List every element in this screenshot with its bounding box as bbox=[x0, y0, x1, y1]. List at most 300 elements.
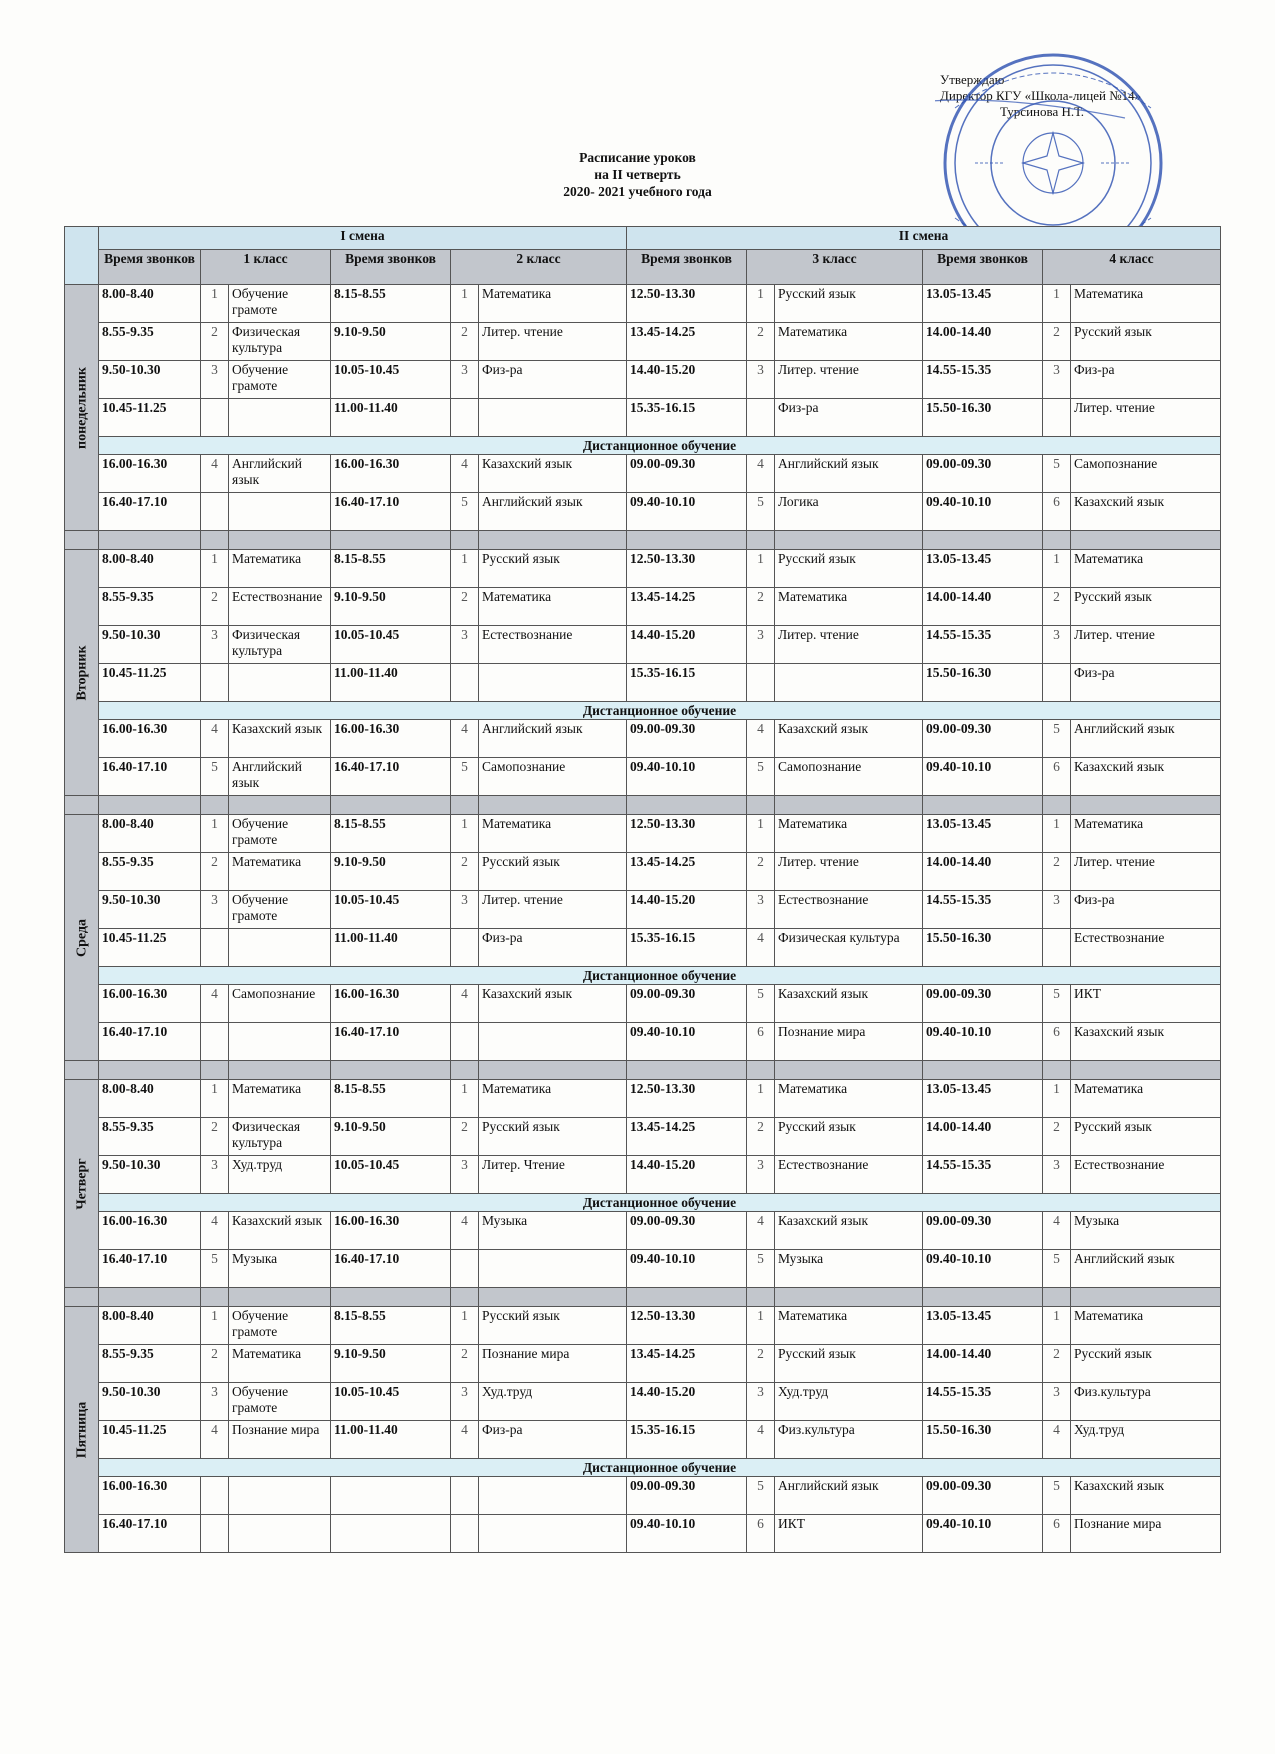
time-3: 13.45-14.25 bbox=[627, 1118, 747, 1156]
day-cell bbox=[65, 1307, 99, 1553]
day-label: Пятница bbox=[73, 1401, 89, 1458]
separator-cell bbox=[627, 1061, 747, 1080]
lesson-num-3: 3 bbox=[747, 1156, 775, 1194]
separator-cell bbox=[747, 1288, 775, 1307]
separator-cell bbox=[627, 1288, 747, 1307]
day-cell bbox=[65, 815, 99, 1061]
time-3: 15.35-16.15 bbox=[627, 664, 747, 702]
time-1: 16.00-16.30 bbox=[99, 985, 201, 1023]
time-3: 15.35-16.15 bbox=[627, 1421, 747, 1459]
time-2: 10.05-10.45 bbox=[331, 1383, 451, 1421]
time-1: 8.00-8.40 bbox=[99, 815, 201, 853]
time-2: 8.15-8.55 bbox=[331, 1080, 451, 1118]
lesson-num-2: 4 bbox=[451, 455, 479, 493]
lesson-num-3: 4 bbox=[747, 455, 775, 493]
day-label: Вторник bbox=[73, 644, 89, 701]
time-1: 16.00-16.30 bbox=[99, 720, 201, 758]
title-line-3: 2020- 2021 учебного года bbox=[563, 184, 712, 199]
time-3: 09.00-09.30 bbox=[627, 1212, 747, 1250]
subject-3 bbox=[775, 664, 923, 702]
lesson-row bbox=[65, 985, 1221, 1023]
separator-cell bbox=[451, 1288, 479, 1307]
subject-2: Русский язык bbox=[479, 1307, 627, 1345]
lesson-row bbox=[65, 758, 1221, 796]
subject-1: Физическая культура bbox=[229, 626, 331, 664]
subject-2: Казахский язык bbox=[479, 985, 627, 1023]
subject-2: Физ-ра bbox=[479, 361, 627, 399]
lesson-num-3: 1 bbox=[747, 1307, 775, 1345]
time-3: 09.00-09.30 bbox=[627, 455, 747, 493]
separator-cell bbox=[923, 796, 1043, 815]
title-line-2: на II четверть bbox=[594, 167, 681, 182]
subject-3: Самопознание bbox=[775, 758, 923, 796]
separator-cell bbox=[99, 1288, 201, 1307]
separator-cell bbox=[451, 1061, 479, 1080]
separator-cell bbox=[479, 531, 627, 550]
time-4: 15.50-16.30 bbox=[923, 929, 1043, 967]
lesson-num-2: 1 bbox=[451, 815, 479, 853]
separator-cell bbox=[923, 1288, 1043, 1307]
subject-1: Обучение грамоте bbox=[229, 815, 331, 853]
separator-cell bbox=[229, 1288, 331, 1307]
lesson-num-3 bbox=[747, 664, 775, 702]
time-3: 12.50-13.30 bbox=[627, 285, 747, 323]
lesson-num-2: 2 bbox=[451, 1118, 479, 1156]
time-3: 13.45-14.25 bbox=[627, 588, 747, 626]
separator-cell bbox=[65, 531, 99, 550]
subject-2: Физ-ра bbox=[479, 1421, 627, 1459]
lesson-row bbox=[65, 1023, 1221, 1061]
subject-2: Русский язык bbox=[479, 853, 627, 891]
subject-1: Обучение грамоте bbox=[229, 361, 331, 399]
subject-2 bbox=[479, 664, 627, 702]
day-separator-row bbox=[65, 1288, 1221, 1307]
subject-2: Английский язык bbox=[479, 720, 627, 758]
separator-cell bbox=[201, 1061, 229, 1080]
time-4: 14.00-14.40 bbox=[923, 853, 1043, 891]
lesson-num-2: 1 bbox=[451, 1307, 479, 1345]
lesson-num-2: 3 bbox=[451, 891, 479, 929]
subject-1 bbox=[229, 399, 331, 437]
subject-2: Худ.труд bbox=[479, 1383, 627, 1421]
lesson-num-1: 2 bbox=[201, 1118, 229, 1156]
subject-2: Литер. чтение bbox=[479, 323, 627, 361]
time-4: 14.55-15.35 bbox=[923, 626, 1043, 664]
lesson-row bbox=[65, 1156, 1221, 1194]
lesson-num-4: 1 bbox=[1043, 1307, 1071, 1345]
time-2: 16.40-17.10 bbox=[331, 758, 451, 796]
lesson-num-3: 2 bbox=[747, 1118, 775, 1156]
schedule-table bbox=[64, 226, 1221, 1553]
time-4: 09.00-09.30 bbox=[923, 985, 1043, 1023]
corner-cell bbox=[65, 227, 99, 285]
time-4: 14.55-15.35 bbox=[923, 1383, 1043, 1421]
separator-cell bbox=[1043, 1288, 1071, 1307]
subject-1: Естествознание bbox=[229, 588, 331, 626]
subject-3: Худ.труд bbox=[775, 1383, 923, 1421]
column-header-row bbox=[65, 250, 1221, 285]
lesson-num-4: 4 bbox=[1043, 1212, 1071, 1250]
lesson-row bbox=[65, 1383, 1221, 1421]
subject-3: Казахский язык bbox=[775, 985, 923, 1023]
subject-1 bbox=[229, 1515, 331, 1553]
subject-4: Казахский язык bbox=[1071, 493, 1221, 531]
time-3: 14.40-15.20 bbox=[627, 361, 747, 399]
subject-3: ИКТ bbox=[775, 1515, 923, 1553]
separator-cell bbox=[331, 796, 451, 815]
separator-cell bbox=[201, 531, 229, 550]
time-4: 09.40-10.10 bbox=[923, 1515, 1043, 1553]
distance-learning-label: Дистанционное обучение bbox=[99, 702, 1221, 720]
distance-learning-label: Дистанционное обучение bbox=[99, 967, 1221, 985]
subject-4: Музыка bbox=[1071, 1212, 1221, 1250]
lesson-num-1: 1 bbox=[201, 285, 229, 323]
subject-2: Русский язык bbox=[479, 550, 627, 588]
lesson-row bbox=[65, 1250, 1221, 1288]
lesson-num-4: 5 bbox=[1043, 455, 1071, 493]
time-1: 8.55-9.35 bbox=[99, 588, 201, 626]
lesson-row bbox=[65, 891, 1221, 929]
lesson-row bbox=[65, 1307, 1221, 1345]
lesson-num-1: 5 bbox=[201, 758, 229, 796]
time-1: 16.40-17.10 bbox=[99, 1023, 201, 1061]
separator-cell bbox=[775, 531, 923, 550]
separator-cell bbox=[99, 796, 201, 815]
time-2 bbox=[331, 1477, 451, 1515]
lesson-num-3: 3 bbox=[747, 626, 775, 664]
time-1: 10.45-11.25 bbox=[99, 929, 201, 967]
lesson-num-4: 2 bbox=[1043, 588, 1071, 626]
subject-3: Математика bbox=[775, 815, 923, 853]
lesson-num-3: 3 bbox=[747, 361, 775, 399]
shift-header-row bbox=[65, 227, 1221, 250]
time-2: 8.15-8.55 bbox=[331, 550, 451, 588]
subject-3: Казахский язык bbox=[775, 720, 923, 758]
approval-line-3: Турсинова Н.Т. bbox=[1000, 104, 1084, 119]
time-4: 09.40-10.10 bbox=[923, 1023, 1043, 1061]
time-3: 09.00-09.30 bbox=[627, 720, 747, 758]
lesson-num-4: 6 bbox=[1043, 758, 1071, 796]
subject-4: Русский язык bbox=[1071, 588, 1221, 626]
lesson-num-4: 1 bbox=[1043, 285, 1071, 323]
time-1: 10.45-11.25 bbox=[99, 399, 201, 437]
subject-4: Английский язык bbox=[1071, 1250, 1221, 1288]
subject-1: Худ.труд bbox=[229, 1156, 331, 1194]
time-2: 10.05-10.45 bbox=[331, 1156, 451, 1194]
lesson-num-2: 3 bbox=[451, 1383, 479, 1421]
separator-cell bbox=[451, 531, 479, 550]
subject-2: Английский язык bbox=[479, 493, 627, 531]
lesson-num-3: 4 bbox=[747, 1212, 775, 1250]
lesson-num-1 bbox=[201, 929, 229, 967]
time-1: 9.50-10.30 bbox=[99, 626, 201, 664]
subject-2: Математика bbox=[479, 588, 627, 626]
lesson-num-3: 1 bbox=[747, 1080, 775, 1118]
lesson-num-1: 5 bbox=[201, 1250, 229, 1288]
time-1: 9.50-10.30 bbox=[99, 891, 201, 929]
separator-cell bbox=[1071, 1288, 1221, 1307]
subject-1: Математика bbox=[229, 853, 331, 891]
subject-3: Физ.культура bbox=[775, 1421, 923, 1459]
time-1: 8.00-8.40 bbox=[99, 1080, 201, 1118]
time-3: 12.50-13.30 bbox=[627, 1080, 747, 1118]
time-2: 8.15-8.55 bbox=[331, 285, 451, 323]
lesson-num-4 bbox=[1043, 664, 1071, 702]
lesson-num-3: 2 bbox=[747, 853, 775, 891]
time-1: 10.45-11.25 bbox=[99, 664, 201, 702]
subject-3: Математика bbox=[775, 1080, 923, 1118]
time-1: 8.00-8.40 bbox=[99, 285, 201, 323]
subject-1: Познание мира bbox=[229, 1421, 331, 1459]
separator-cell bbox=[1071, 796, 1221, 815]
time-1: 16.40-17.10 bbox=[99, 1250, 201, 1288]
subject-4: Математика bbox=[1071, 1307, 1221, 1345]
lesson-num-2: 5 bbox=[451, 493, 479, 531]
time-2: 16.40-17.10 bbox=[331, 1250, 451, 1288]
time-3: 12.50-13.30 bbox=[627, 1307, 747, 1345]
time-2: 10.05-10.45 bbox=[331, 626, 451, 664]
day-label: Четверг bbox=[73, 1157, 89, 1210]
time-4: 14.00-14.40 bbox=[923, 1345, 1043, 1383]
separator-cell bbox=[229, 796, 331, 815]
subject-1: Казахский язык bbox=[229, 720, 331, 758]
lesson-num-2: 2 bbox=[451, 588, 479, 626]
lesson-num-1: 3 bbox=[201, 626, 229, 664]
time-2: 9.10-9.50 bbox=[331, 588, 451, 626]
subject-1: Казахский язык bbox=[229, 1212, 331, 1250]
subject-4: Русский язык bbox=[1071, 323, 1221, 361]
subject-3: Английский язык bbox=[775, 1477, 923, 1515]
lesson-num-3: 1 bbox=[747, 550, 775, 588]
lesson-num-3: 4 bbox=[747, 720, 775, 758]
subject-3: Литер. чтение bbox=[775, 361, 923, 399]
lesson-num-2: 2 bbox=[451, 323, 479, 361]
subject-1: Математика bbox=[229, 1080, 331, 1118]
time-2: 8.15-8.55 bbox=[331, 815, 451, 853]
time-4: 09.00-09.30 bbox=[923, 1212, 1043, 1250]
time-2: 9.10-9.50 bbox=[331, 323, 451, 361]
time-1: 8.55-9.35 bbox=[99, 853, 201, 891]
subject-2 bbox=[479, 1477, 627, 1515]
distance-learning-row bbox=[65, 1194, 1221, 1212]
time-1: 8.00-8.40 bbox=[99, 1307, 201, 1345]
time-header: Время звонков bbox=[331, 250, 451, 285]
subject-1: Математика bbox=[229, 550, 331, 588]
lesson-num-4: 4 bbox=[1043, 1421, 1071, 1459]
lesson-num-1: 2 bbox=[201, 853, 229, 891]
lesson-num-4: 6 bbox=[1043, 1515, 1071, 1553]
lesson-num-3: 5 bbox=[747, 1477, 775, 1515]
subject-3: Естествознание bbox=[775, 891, 923, 929]
time-2: 10.05-10.45 bbox=[331, 891, 451, 929]
time-4: 13.05-13.45 bbox=[923, 1080, 1043, 1118]
subject-1 bbox=[229, 929, 331, 967]
subject-4: Худ.труд bbox=[1071, 1421, 1221, 1459]
lesson-num-3: 6 bbox=[747, 1515, 775, 1553]
subject-2: Познание мира bbox=[479, 1345, 627, 1383]
lesson-num-2: 5 bbox=[451, 758, 479, 796]
subject-1: Обучение грамоте bbox=[229, 891, 331, 929]
subject-4: Казахский язык bbox=[1071, 758, 1221, 796]
lesson-num-4: 1 bbox=[1043, 815, 1071, 853]
time-4: 14.55-15.35 bbox=[923, 1156, 1043, 1194]
separator-cell bbox=[775, 1288, 923, 1307]
subject-3: Русский язык bbox=[775, 1345, 923, 1383]
time-2: 16.00-16.30 bbox=[331, 720, 451, 758]
lesson-num-1 bbox=[201, 1515, 229, 1553]
lesson-num-3 bbox=[747, 399, 775, 437]
lesson-row bbox=[65, 323, 1221, 361]
subject-2: Русский язык bbox=[479, 1118, 627, 1156]
lesson-num-3: 5 bbox=[747, 985, 775, 1023]
subject-1 bbox=[229, 493, 331, 531]
day-label: Среда bbox=[73, 918, 89, 957]
separator-cell bbox=[201, 1288, 229, 1307]
time-3: 14.40-15.20 bbox=[627, 1383, 747, 1421]
lesson-num-1: 3 bbox=[201, 1156, 229, 1194]
lesson-num-2: 1 bbox=[451, 550, 479, 588]
subject-1: Математика bbox=[229, 1345, 331, 1383]
time-1: 16.40-17.10 bbox=[99, 758, 201, 796]
lesson-num-3: 6 bbox=[747, 1023, 775, 1061]
separator-cell bbox=[1043, 1061, 1071, 1080]
separator-cell bbox=[1071, 531, 1221, 550]
subject-2 bbox=[479, 1023, 627, 1061]
separator-cell bbox=[1043, 531, 1071, 550]
lesson-row bbox=[65, 455, 1221, 493]
time-3: 09.40-10.10 bbox=[627, 1023, 747, 1061]
lesson-num-3: 1 bbox=[747, 285, 775, 323]
lesson-num-2: 4 bbox=[451, 1212, 479, 1250]
time-3: 12.50-13.30 bbox=[627, 815, 747, 853]
subject-2: Физ-ра bbox=[479, 929, 627, 967]
subject-3: Математика bbox=[775, 1307, 923, 1345]
separator-cell bbox=[479, 1288, 627, 1307]
lesson-num-3: 1 bbox=[747, 815, 775, 853]
shift-2-header: II смена bbox=[627, 227, 1221, 250]
distance-learning-label: Дистанционное обучение bbox=[99, 1194, 1221, 1212]
time-4: 09.40-10.10 bbox=[923, 1250, 1043, 1288]
lesson-num-4: 6 bbox=[1043, 1023, 1071, 1061]
subject-4: Физ-ра bbox=[1071, 361, 1221, 399]
time-2: 16.40-17.10 bbox=[331, 1023, 451, 1061]
lesson-num-1 bbox=[201, 664, 229, 702]
subject-3: Физ-ра bbox=[775, 399, 923, 437]
time-2: 16.00-16.30 bbox=[331, 455, 451, 493]
separator-cell bbox=[65, 1288, 99, 1307]
lesson-num-4: 2 bbox=[1043, 1345, 1071, 1383]
day-cell bbox=[65, 285, 99, 531]
lesson-num-4: 5 bbox=[1043, 1250, 1071, 1288]
lesson-row bbox=[65, 626, 1221, 664]
time-4: 13.05-13.45 bbox=[923, 1307, 1043, 1345]
lesson-num-3: 5 bbox=[747, 493, 775, 531]
lesson-num-2 bbox=[451, 929, 479, 967]
subject-1 bbox=[229, 664, 331, 702]
lesson-num-2: 2 bbox=[451, 1345, 479, 1383]
separator-cell bbox=[923, 531, 1043, 550]
time-3: 14.40-15.20 bbox=[627, 1156, 747, 1194]
lesson-num-1 bbox=[201, 399, 229, 437]
subject-1: Обучение грамоте bbox=[229, 1307, 331, 1345]
distance-learning-row bbox=[65, 967, 1221, 985]
grade-2-header: 2 класс bbox=[451, 250, 627, 285]
separator-cell bbox=[627, 531, 747, 550]
subject-2: Математика bbox=[479, 1080, 627, 1118]
lesson-num-1: 3 bbox=[201, 1383, 229, 1421]
time-3: 15.35-16.15 bbox=[627, 929, 747, 967]
time-2: 9.10-9.50 bbox=[331, 853, 451, 891]
lesson-num-2: 4 bbox=[451, 985, 479, 1023]
subject-4: Литер. чтение bbox=[1071, 626, 1221, 664]
time-3: 13.45-14.25 bbox=[627, 323, 747, 361]
lesson-num-2: 4 bbox=[451, 1421, 479, 1459]
lesson-row bbox=[65, 550, 1221, 588]
time-1: 8.55-9.35 bbox=[99, 323, 201, 361]
subject-1: Физическая культура bbox=[229, 323, 331, 361]
time-4: 09.00-09.30 bbox=[923, 720, 1043, 758]
lesson-row bbox=[65, 1515, 1221, 1553]
time-1: 8.55-9.35 bbox=[99, 1118, 201, 1156]
lesson-row bbox=[65, 664, 1221, 702]
separator-cell bbox=[479, 796, 627, 815]
separator-cell bbox=[229, 531, 331, 550]
separator-cell bbox=[331, 531, 451, 550]
time-4: 09.00-09.30 bbox=[923, 1477, 1043, 1515]
distance-learning-label: Дистанционное обучение bbox=[99, 1459, 1221, 1477]
time-1: 10.45-11.25 bbox=[99, 1421, 201, 1459]
time-1: 9.50-10.30 bbox=[99, 1383, 201, 1421]
lesson-num-1 bbox=[201, 493, 229, 531]
subject-3: Логика bbox=[775, 493, 923, 531]
separator-cell bbox=[65, 796, 99, 815]
time-4: 09.40-10.10 bbox=[923, 493, 1043, 531]
subject-2: Математика bbox=[479, 815, 627, 853]
time-4: 15.50-16.30 bbox=[923, 1421, 1043, 1459]
time-2: 11.00-11.40 bbox=[331, 1421, 451, 1459]
separator-cell bbox=[1043, 796, 1071, 815]
time-4: 13.05-13.45 bbox=[923, 285, 1043, 323]
subject-3: Английский язык bbox=[775, 455, 923, 493]
lesson-num-4: 3 bbox=[1043, 1156, 1071, 1194]
distance-learning-row bbox=[65, 1459, 1221, 1477]
separator-cell bbox=[331, 1061, 451, 1080]
lesson-num-1: 1 bbox=[201, 1307, 229, 1345]
separator-cell bbox=[775, 796, 923, 815]
separator-cell bbox=[1071, 1061, 1221, 1080]
time-3: 09.40-10.10 bbox=[627, 1250, 747, 1288]
lesson-num-4: 1 bbox=[1043, 1080, 1071, 1118]
lesson-num-4: 5 bbox=[1043, 985, 1071, 1023]
lesson-num-1 bbox=[201, 1023, 229, 1061]
time-3: 14.40-15.20 bbox=[627, 891, 747, 929]
separator-cell bbox=[65, 1061, 99, 1080]
separator-cell bbox=[747, 531, 775, 550]
lesson-num-2 bbox=[451, 1477, 479, 1515]
separator-cell bbox=[747, 796, 775, 815]
lesson-num-1: 2 bbox=[201, 588, 229, 626]
lesson-num-3: 3 bbox=[747, 1383, 775, 1421]
lesson-row bbox=[65, 720, 1221, 758]
subject-4: Казахский язык bbox=[1071, 1023, 1221, 1061]
lesson-num-1: 4 bbox=[201, 1421, 229, 1459]
time-4: 15.50-16.30 bbox=[923, 664, 1043, 702]
subject-3: Математика bbox=[775, 588, 923, 626]
subject-3: Русский язык bbox=[775, 285, 923, 323]
separator-cell bbox=[229, 1061, 331, 1080]
day-label: понедельник bbox=[73, 366, 89, 449]
lesson-row bbox=[65, 1477, 1221, 1515]
